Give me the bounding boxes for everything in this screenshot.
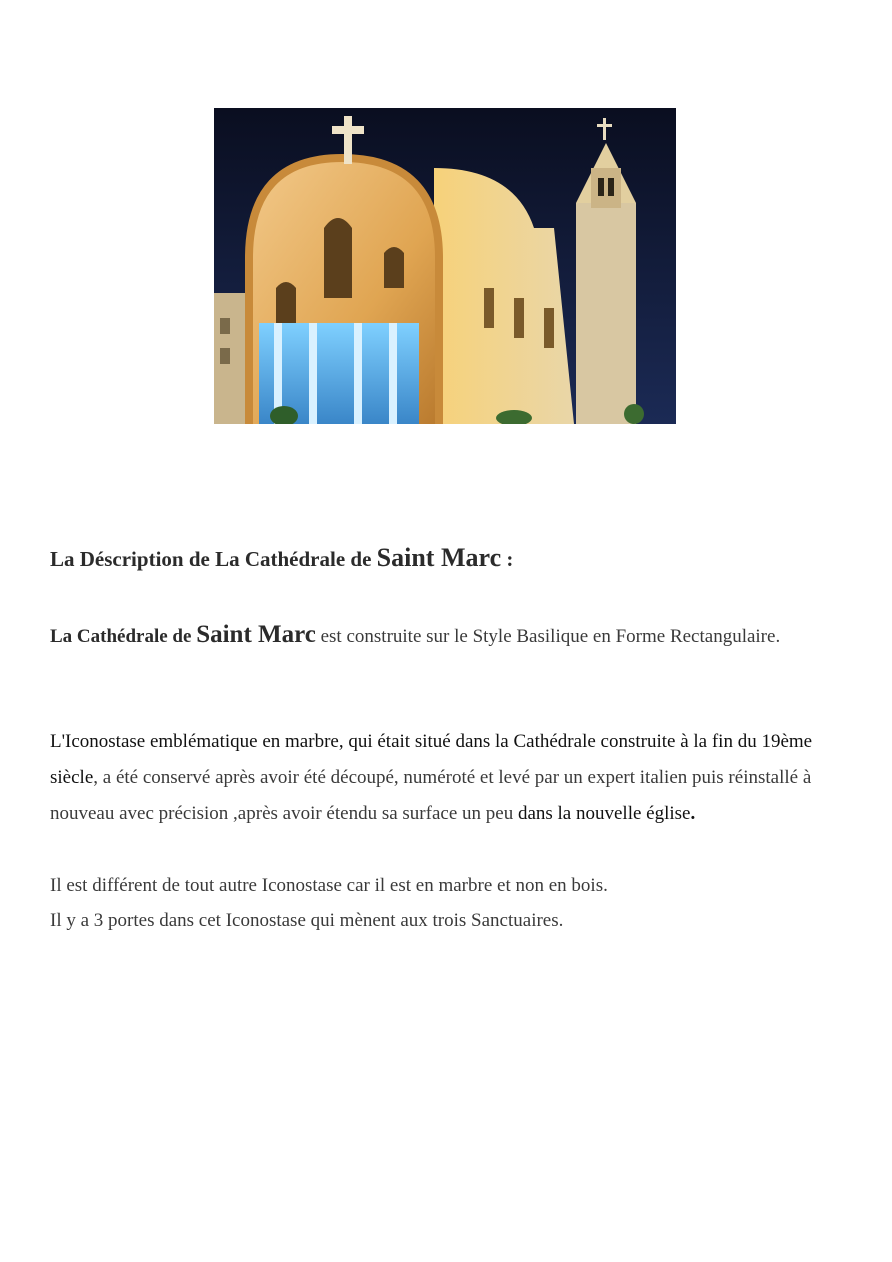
heading-text: La Déscription de La Cathédrale de xyxy=(50,547,377,571)
difference-line: Il est différent de tout autre Iconostase car il est en marbre et non en bois. xyxy=(50,875,608,896)
intro-bold: La Cathédrale de xyxy=(50,626,197,647)
page-heading xyxy=(50,543,850,573)
intro-name: Saint Marc xyxy=(196,621,316,648)
iconostase-paragraph xyxy=(50,724,850,832)
intro-paragraph xyxy=(50,617,850,655)
iconostase-text-2: , a été conservé après avoir été découpé, numéroté et levé par un expert italien puis réinstallé à nouveau avec précision ,après avoir étendu sa surface un peu xyxy=(50,767,812,824)
heading-colon: : xyxy=(501,547,514,571)
iconostase-text-1: L'Iconostase emblématique en marbre, qui était situé dans la Cathédrale construite à la fin du 19ème siècle xyxy=(50,731,813,788)
cathedral-photo xyxy=(214,108,676,424)
intro-rest: est construite sur le Style Basilique en Forme Rectangulaire. xyxy=(315,626,781,647)
iconostase-text-3: dans la nouvelle église xyxy=(517,803,691,824)
portes-line: Il y a 3 portes dans cet Iconostase qui mènent aux trois Sanctuaires. xyxy=(50,910,564,931)
heading-name: Saint Marc xyxy=(376,543,502,572)
iconostase-period: . xyxy=(690,803,696,824)
